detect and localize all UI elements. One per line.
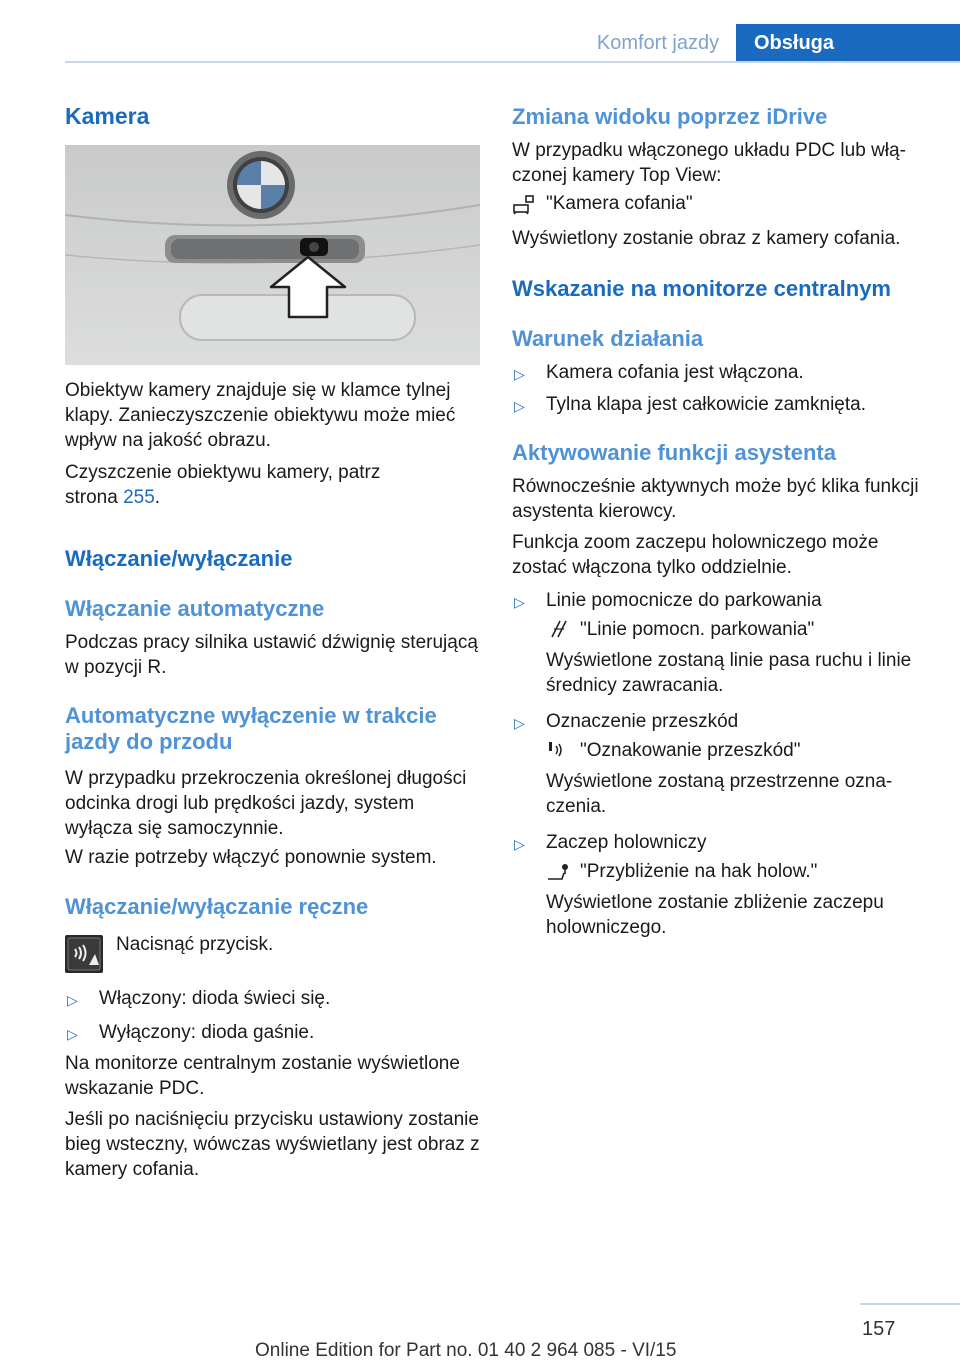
- paragraph-assist-multi: Równocześnie aktywnych może być klika funkcji asystenta kierowcy.: [512, 476, 919, 522]
- page-number: 157: [862, 1318, 896, 1340]
- section-title-kamera: Kamera: [65, 103, 150, 129]
- section-title-wlaczanie: Włączanie/wyłączanie: [65, 546, 293, 571]
- paragraph-lens-location: Obiektyw kamery znajduje się w klamce tylnej klapy. Zanieczyszczenie obiektywu może mieć wpływ na jakość obrazu.: [65, 380, 456, 451]
- subtitle-auto-on: Włączanie automatyczne: [65, 596, 325, 621]
- bullet-triangle-icon: ▷: [67, 992, 78, 1008]
- paragraph-assist-zoom: Funkcja zoom zaczepu holowniczego może zostać włączona tylko oddzielnie.: [512, 532, 879, 578]
- header-divider: [65, 61, 960, 63]
- list-item: [65, 1020, 480, 1045]
- tow-hitch-icon: [546, 861, 570, 883]
- subtitle-manual: Włączanie/wyłączanie ręczne: [65, 894, 369, 919]
- paragraph-camera-image: Wyświetlony zostanie obraz z kamery cofania.: [512, 228, 901, 249]
- list-item: [512, 709, 932, 734]
- menu-label: "Przybliżenie na hak holow.": [580, 861, 818, 882]
- camera-photo: [65, 145, 480, 365]
- footer-divider: [860, 1303, 960, 1305]
- paragraph-reenable: W razie potrzeby włączyć ponownie system.: [65, 847, 437, 868]
- list-item-description: Wyświetlone zostaną przestrzenne oznaczenia.: [546, 771, 893, 817]
- menu-line-kamera-cofania: [512, 193, 693, 215]
- list-item-text: Tylna klapa jest całkowicie zamknięta.: [546, 394, 866, 415]
- list-item-text: Oznaczenie przeszkód: [546, 711, 739, 732]
- obstacle-marking-icon: [546, 740, 570, 762]
- header-section-obsluga[interactable]: Obsługa: [736, 24, 960, 62]
- list-item-text: Linie pomocnicze do parkowania: [546, 590, 822, 611]
- subtitle-auto-off: Automatyczne wyłączenie w trakcie jazdy do przodu: [65, 703, 437, 754]
- menu-label: "Oznakowanie przeszkód": [580, 740, 801, 761]
- list-item-description: Wyświetlone zostanie zbliżenie zaczepu holowniczego.: [546, 892, 884, 938]
- list-led-status: [65, 986, 480, 1045]
- header-section-komfort[interactable]: Komfort jazdy: [596, 32, 720, 54]
- bullet-triangle-icon: ▷: [67, 1026, 78, 1042]
- subtitle-idrive: Zmiana widoku poprzez iDrive: [512, 104, 828, 129]
- paragraph-pdc-display: Na monitorze centralnym zostanie wyświetlone wskazanie PDC.: [65, 1053, 460, 1099]
- menu-label: "Linie pomocn. parkowania": [580, 619, 815, 640]
- menu-line-tow-hitch: [512, 861, 932, 883]
- list-item-parking-lines: [512, 588, 932, 698]
- list-item-text: Wyłączony: dioda gaśnie.: [99, 1022, 315, 1043]
- subtitle-condition: Warunek działania: [512, 326, 704, 351]
- paragraph-lens-cleaning: [65, 460, 425, 510]
- list-item-text: Kamera cofania jest włączona.: [546, 362, 804, 383]
- pdc-button-icon: [65, 935, 103, 973]
- list-item-description: Wyświetlone zostaną linie pasa ruchu i linie średnicy zawracania.: [546, 650, 912, 696]
- paragraph-reverse-gear: Jeśli po naciśnięciu przycisku ustawiony zostanie bieg wsteczny, wówczas wyświetlany jest obraz z kamery cofania.: [65, 1109, 480, 1180]
- cleaning-period: .: [154, 487, 161, 508]
- paragraph-idrive-condition: W przypadku włączonego układu PDC lub włączonej kamery Top View:: [512, 140, 906, 186]
- page-link-255[interactable]: 255: [123, 487, 155, 508]
- paragraph-press-button: Nacisnąć przycisk.: [116, 934, 274, 955]
- bullet-triangle-icon: ▷: [514, 398, 525, 414]
- section-title-monitor: Wskazanie na monitorze centralnym: [512, 276, 891, 301]
- menu-line-parking-lines: [512, 619, 932, 641]
- list-item: [512, 360, 932, 385]
- paragraph-auto-off: W przypadku przekroczenia określonej długości odcinka drogi lub prędkości jazdy, system wyłącza się samoczynnie.: [65, 768, 467, 839]
- list-item: [512, 830, 932, 855]
- bmw-logo: [227, 151, 295, 219]
- list-item: [512, 588, 932, 613]
- paragraph-auto-on: Podczas pracy silnika ustawić dźwignię sterującą w pozycji R.: [65, 632, 478, 678]
- rear-camera-icon: [512, 193, 536, 215]
- bullet-triangle-icon: ▷: [514, 715, 525, 731]
- cleaning-text: Czyszczenie obiektywu kamery, patrz strona: [65, 462, 381, 508]
- list-item: [65, 986, 480, 1011]
- list-item-obstacle-marking: [512, 709, 932, 819]
- list-item-tow-hitch: [512, 830, 932, 940]
- bullet-triangle-icon: ▷: [514, 836, 525, 852]
- list-item-text: Zaczep holowniczy: [546, 832, 707, 853]
- tailgate-camera-illustration: [65, 145, 480, 365]
- list-item: [512, 392, 932, 417]
- bullet-triangle-icon: ▷: [514, 366, 525, 382]
- bullet-triangle-icon: ▷: [514, 594, 525, 610]
- list-conditions: [512, 360, 932, 417]
- footer-edition: Online Edition for Part no. 01 40 2 964 085 - VI/15: [255, 1340, 677, 1361]
- parking-lines-icon: [546, 619, 570, 641]
- menu-line-obstacle-marking: [512, 740, 932, 762]
- list-item-text: Włączony: dioda świeci się.: [99, 988, 331, 1009]
- subtitle-assist: Aktywowanie funkcji asystenta: [512, 440, 836, 465]
- menu-label-kamera-cofania: "Kamera cofania": [546, 193, 693, 214]
